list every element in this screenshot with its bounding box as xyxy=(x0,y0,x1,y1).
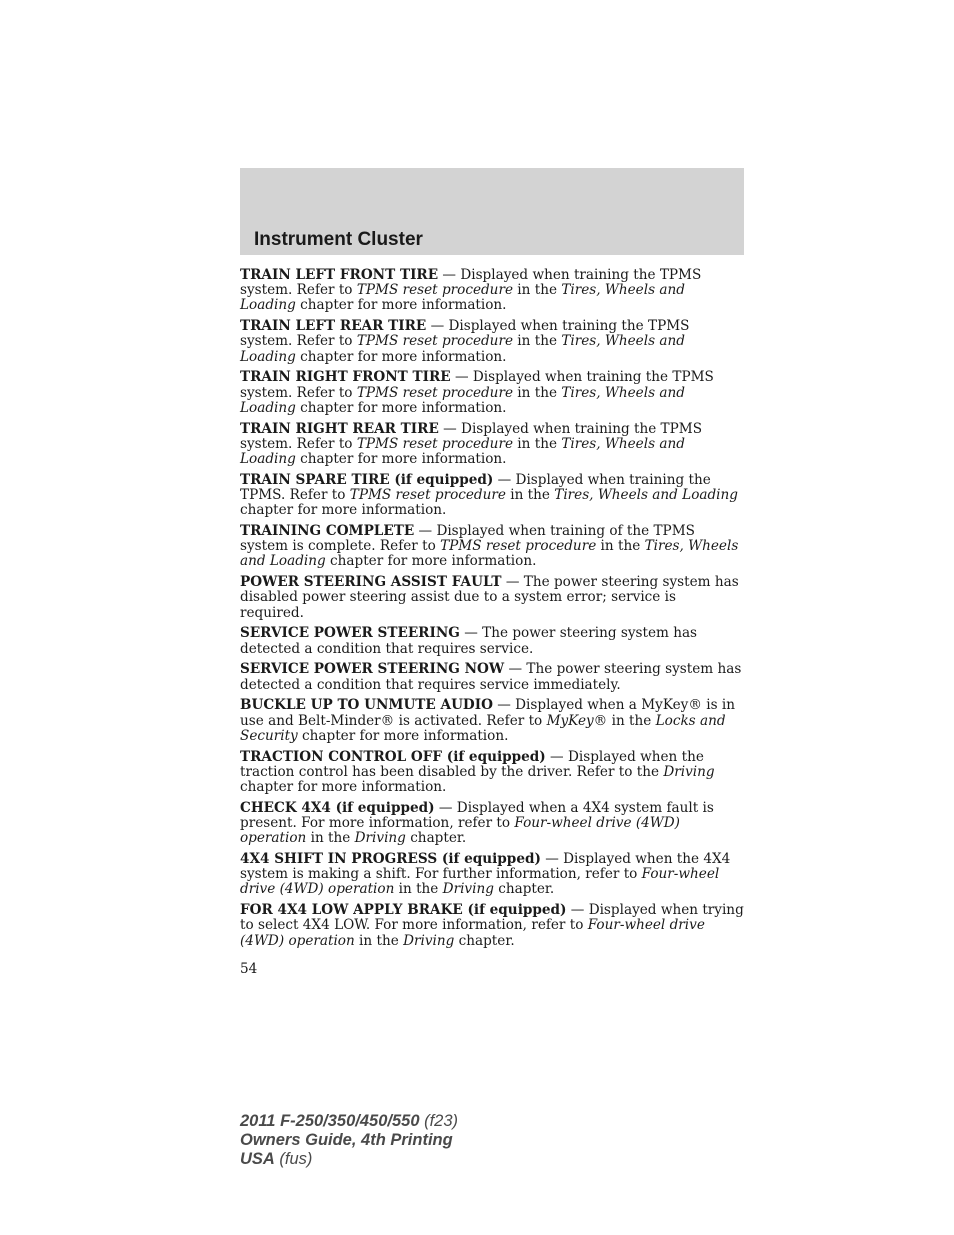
message-term: TRAIN RIGHT REAR TIRE xyxy=(240,420,439,437)
message-entry: BUCKLE UP TO UNMUTE AUDIO — Displayed when a MyKey® is in use and Belt-Minder® is activated. Refer to MyKey® in the Locks and Security chapter for more information. xyxy=(240,697,735,744)
message-entry: TRAIN RIGHT REAR TIRE — Displayed when training the TPMS system. Refer to TPMS reset procedure in the Tires, Wheels and Loading chapter for more information. xyxy=(240,420,703,468)
message-entry: SERVICE POWER STEERING NOW — The power steering system has detected a condition that requires service immediately. xyxy=(240,661,742,693)
message-entry: FOR 4X4 LOW APPLY BRAKE (if equipped) — Displayed when trying to select 4X4 LOW. For more information, refer to Four-wheel drive (4WD) operation in the Driving chapter. xyxy=(240,902,744,949)
message-term: TRAIN RIGHT FRONT TIRE xyxy=(240,369,451,386)
message-term: CHECK 4X4 (if equipped) xyxy=(240,799,435,816)
section-header-band xyxy=(240,168,744,255)
message-entry: TRAIN SPARE TIRE (if equipped) — Displayed when training the TPMS. Refer to TPMS reset procedure in the Tires, Wheels and Loading chapter for more information. xyxy=(240,471,738,519)
message-entry: POWER STEERING ASSIST FAULT — The power steering system has disabled power steering assist due to a system error; service is required. xyxy=(240,574,739,621)
message-term: 4X4 SHIFT IN PROGRESS (if equipped) xyxy=(240,851,541,868)
message-entry: 4X4 SHIFT IN PROGRESS (if equipped) — Displayed when the 4X4 system is making a shift. For further information, refer to Four-wheel drive (4WD) operation in the Driving chapter. xyxy=(240,851,731,898)
message-term: TRAIN LEFT REAR TIRE xyxy=(240,318,427,335)
message-entry: TRAIN RIGHT FRONT TIRE — Displayed when training the TPMS system. Refer to TPMS reset procedure in the Tires, Wheels and Loading chapter for more information. xyxy=(240,369,714,416)
message-list xyxy=(240,268,744,954)
message-term: BUCKLE UP TO UNMUTE AUDIO xyxy=(240,697,493,714)
message-term: SERVICE POWER STEERING NOW xyxy=(240,661,505,678)
footer-line-model: 2011 F-250/350/450/550 (f23) xyxy=(240,1112,459,1130)
message-entry: TRAINING COMPLETE — Displayed when training of the TPMS system is complete. Refer to TPMS reset procedure in the Tires, Wheels and Loading chapter for more information. xyxy=(240,523,739,570)
message-term: TRAIN LEFT FRONT TIRE xyxy=(240,267,439,283)
message-entry: CHECK 4X4 (if equipped) — Displayed when a 4X4 system fault is present. For more information, refer to Four-wheel drive (4WD) operation in the Driving chapter. xyxy=(240,799,714,847)
message-entry: TRAIN LEFT REAR TIRE — Displayed when training the TPMS system. Refer to TPMS reset procedure in the Tires, Wheels and Loading chapter for more information. xyxy=(240,318,690,365)
message-entry: TRAIN LEFT FRONT TIRE — Displayed when training the TPMS system. Refer to TPMS reset procedure in the Tires, Wheels and Loading chapter for more information. xyxy=(240,267,702,314)
section-title: Instrument Cluster xyxy=(254,229,423,250)
message-term: POWER STEERING ASSIST FAULT xyxy=(240,574,502,591)
footer-line-region: USA (fus) xyxy=(240,1150,313,1168)
footer-publication-info xyxy=(240,1112,458,1169)
message-entry: TRACTION CONTROL OFF (if equipped) — Displayed when the traction control has been disabled by the driver. Refer to the Driving chapter for more information. xyxy=(240,748,715,796)
message-term: FOR 4X4 LOW APPLY BRAKE (if equipped) xyxy=(240,902,567,919)
page-number: 54 xyxy=(240,961,258,977)
message-term: TRAINING COMPLETE xyxy=(240,523,415,540)
message-term: SERVICE POWER STEERING xyxy=(240,625,460,642)
footer-line-guide: Owners Guide, 4th Printing xyxy=(240,1131,453,1149)
message-term: TRACTION CONTROL OFF (if equipped) xyxy=(240,748,546,765)
message-entry: SERVICE POWER STEERING — The power steering system has detected a condition that requires service. xyxy=(240,625,698,657)
message-term: TRAIN SPARE TIRE (if equipped) xyxy=(240,471,494,488)
